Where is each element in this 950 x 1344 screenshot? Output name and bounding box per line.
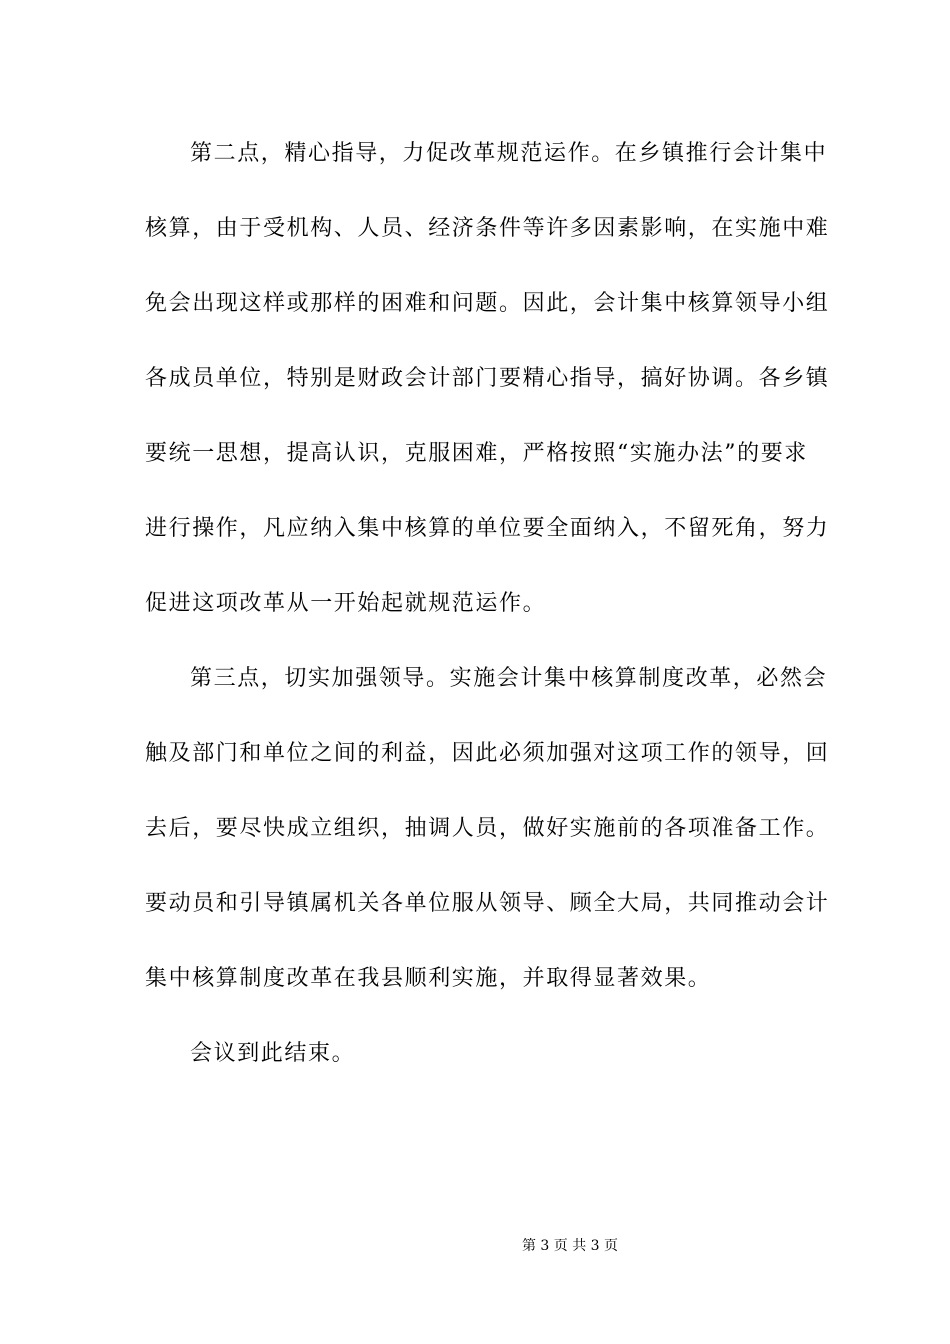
closing-line: 会议到此结束。 — [190, 1041, 356, 1066]
paragraph-2-line-3: 免会出现这样或那样的困难和问题。因此，会计集中核算领导小组 — [145, 291, 830, 316]
page-number-label: 第 3 页 共 3 页 — [521, 1238, 619, 1254]
paragraph-3-line-3: 去后，要尽快成立组织，抽调人员，做好实施前的各项准备工作。 — [145, 816, 830, 841]
paragraph-2-line-4: 各成员单位，特别是财政会计部门要精心指导，搞好协调。各乡镇 — [145, 366, 830, 391]
paragraph-3-line-2: 触及部门和单位之间的利益，因此必须加强对这项工作的领导，回 — [145, 741, 830, 766]
paragraph-3-line-1: 第三点，切实加强领导。实施会计集中核算制度改革，必然会 — [190, 666, 828, 691]
paragraph-2-line-5: 要统一思想，提高认识，克服困难，严格按照“实施办法”的要求 — [145, 441, 808, 466]
paragraph-3-line-5: 集中核算制度改革在我县顺利实施，并取得显著效果。 — [145, 966, 712, 991]
paragraph-2-line-6: 进行操作，凡应纳入集中核算的单位要全面纳入，不留死角，努力 — [145, 516, 830, 541]
page-footer — [0, 1236, 950, 1256]
paragraph-2-line-2: 核算，由于受机构、人员、经济条件等许多因素影响，在实施中难 — [145, 216, 830, 241]
paragraph-3-line-4: 要动员和引导镇属机关各单位服从领导、顾全大局，共同推动会计 — [145, 891, 830, 916]
paragraph-2-line-7: 促进这项改革从一开始起就规范运作。 — [145, 591, 547, 616]
paragraph-2-line-1: 第二点，精心指导，力促改革规范运作。在乡镇推行会计集中 — [190, 141, 828, 166]
